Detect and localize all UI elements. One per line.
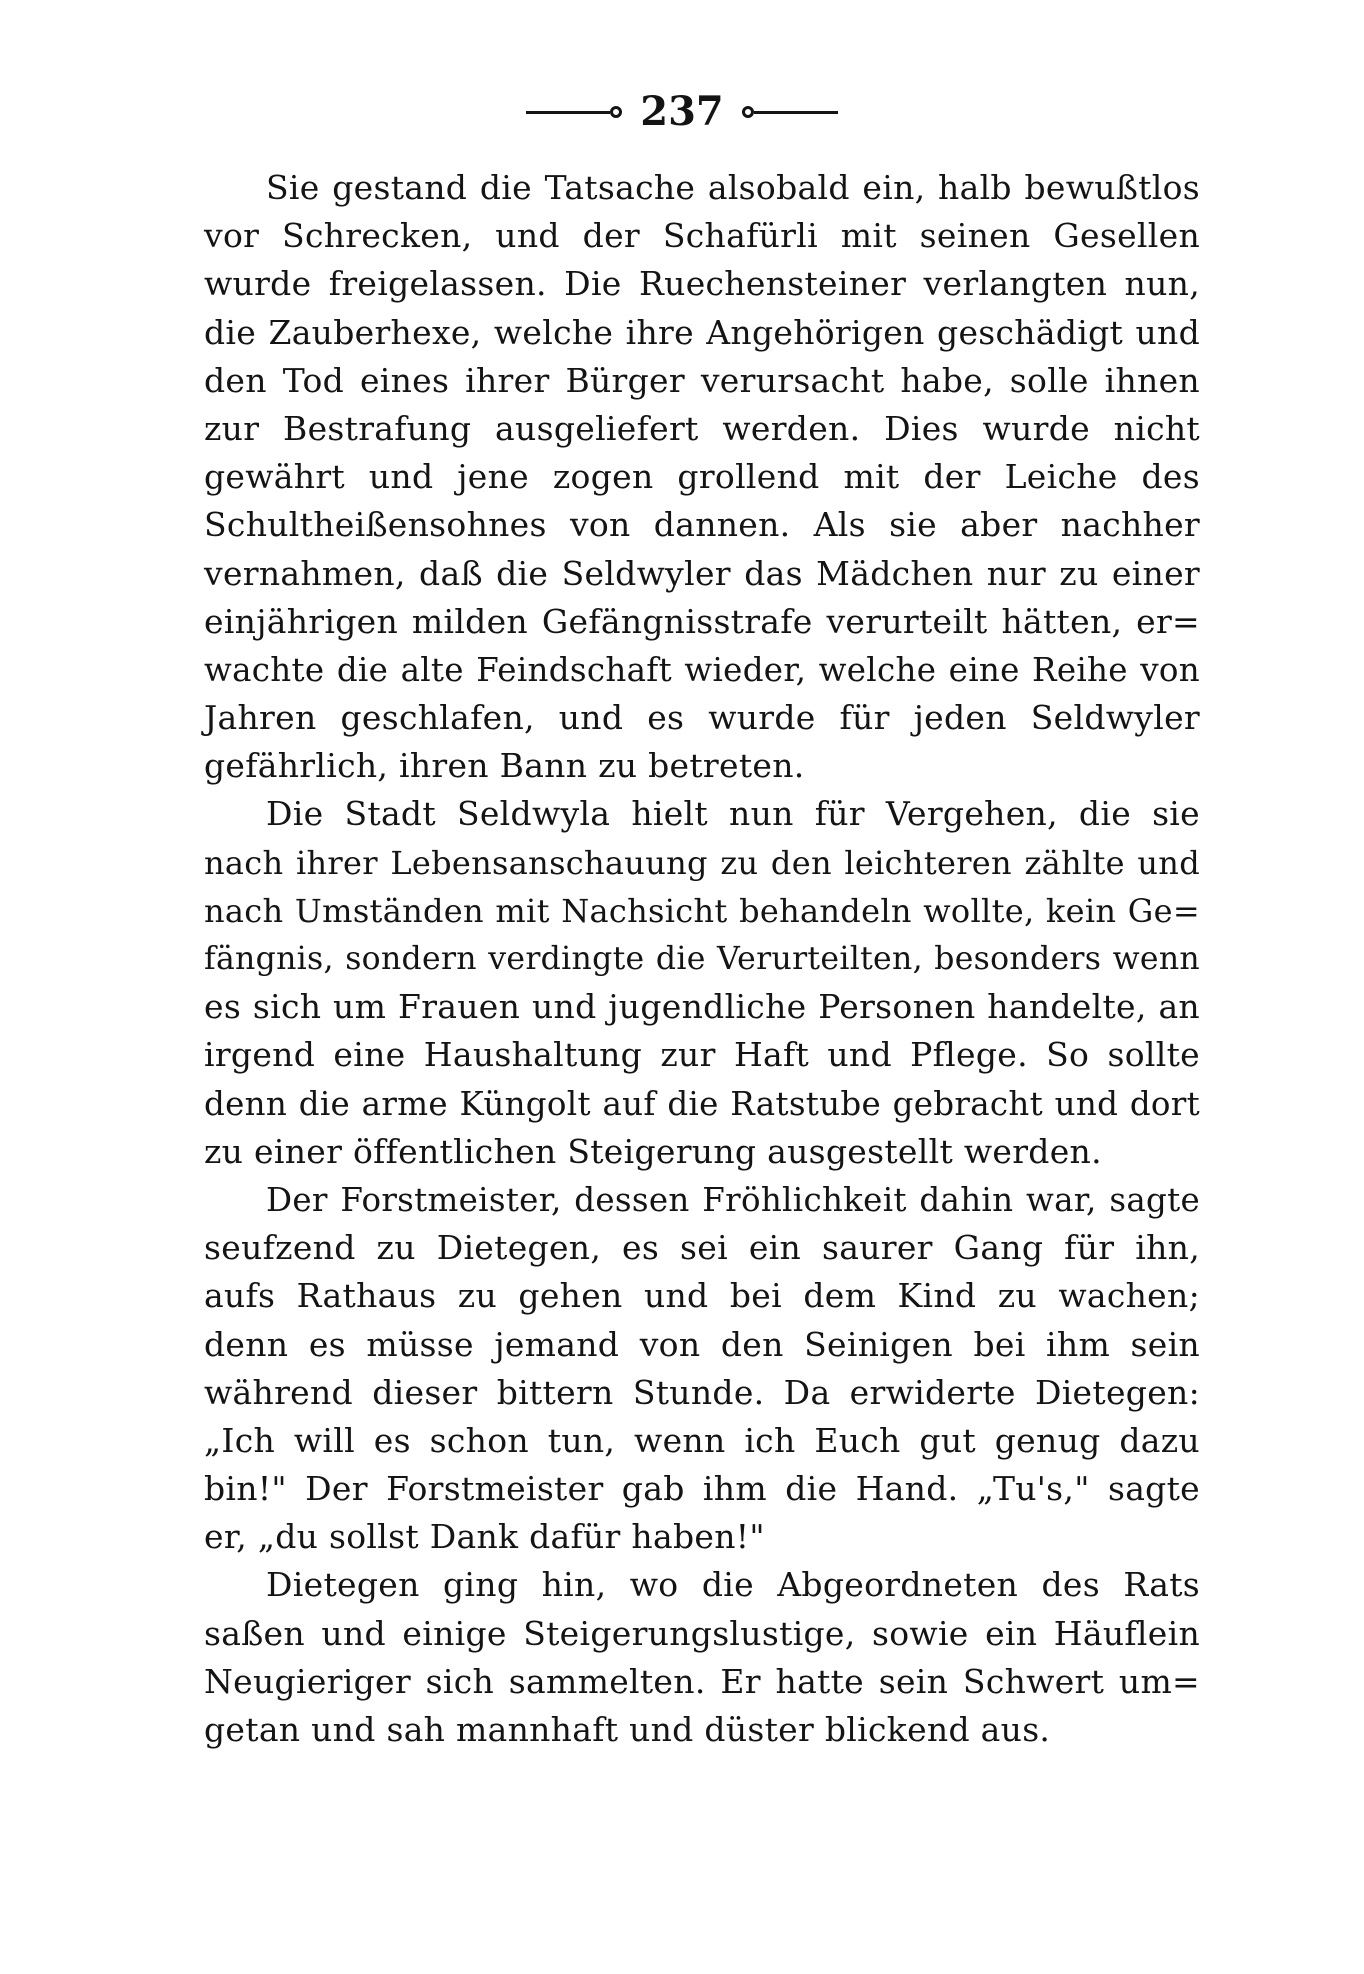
text-line: er, „du sollst Dank dafür haben!" (204, 1517, 765, 1557)
text-line: vor Schrecken, und der Schafürli mit seinen Gesellen (204, 216, 1200, 256)
text-line: vernahmen, daß die Seldwyler das Mädchen nur zu einer (204, 553, 1200, 593)
text-line: einjährigen milden Gefängnisstrafe verurteilt hätten, er= (204, 601, 1200, 641)
right-ornament (742, 102, 838, 122)
text-line: Der Forstmeister, dessen Fröhlichkeit dahin war, sagte (266, 1180, 1200, 1219)
text-line: aufs Rathaus zu gehen und bei dem Kind zu wachen; (204, 1276, 1200, 1316)
text-line: saßen und einige Steigerungslustige, sowie ein Häuflein (204, 1613, 1200, 1653)
text-line: Dietegen ging hin, wo die Abgeordneten des Rats (266, 1565, 1200, 1605)
text-line: gefährlich, ihren Bann zu betreten. (204, 746, 805, 786)
text-line: während dieser bittern Stunde. Da erwiderte Dietegen: (204, 1372, 1200, 1412)
paragraph (204, 790, 1200, 1176)
text-line: „Ich will es schon tun, wenn ich Euch gut genug dazu (204, 1420, 1200, 1460)
text-line: Neugieriger sich sammelten. Er hatte sein Schwert um= (204, 1661, 1200, 1701)
page-number: 237 (640, 88, 724, 135)
left-ornament (526, 102, 622, 122)
text-line: zur Bestrafung ausgeliefert werden. Dies wurde nicht (204, 408, 1200, 448)
text-line: getan und sah mannhaft und düster blickend aus. (204, 1710, 1051, 1749)
text-line: nach ihrer Lebensanschauung zu den leichteren zählte und (204, 843, 1200, 882)
text-line: denn die arme Küngolt auf die Ratstube gebracht und dort (204, 1084, 1200, 1123)
text-line: Die Stadt Seldwyla hielt nun für Vergehen, die sie (266, 794, 1200, 834)
text-line: Jahren geschlafen, und es wurde für jeden Seldwyler (204, 698, 1200, 738)
text-line: seufzend zu Dietegen, es sei ein saurer Gang für ihn, (204, 1228, 1200, 1268)
paragraph (204, 1561, 1200, 1754)
text-line: Sie gestand die Tatsache alsobald ein, halb bewußtlos (266, 168, 1200, 207)
text-line: die Zauberhexe, welche ihre Angehörigen geschädigt und (204, 312, 1200, 352)
text-line: denn es müsse jemand von den Seinigen bei ihm sein (204, 1324, 1200, 1364)
text-line: bin!" Der Forstmeister gab ihm die Hand. „Tu's," sagte (204, 1469, 1200, 1509)
text-line: wachte die alte Feindschaft wieder, welche eine Reihe von (204, 650, 1200, 689)
page-header (0, 88, 1364, 135)
text-line: Schultheißensohnes von dannen. Als sie aber nachher (204, 505, 1200, 545)
text-line: es sich um Frauen und jugendliche Personen handelte, an (204, 987, 1200, 1027)
text-line: den Tod eines ihrer Bürger verursacht habe, solle ihnen (204, 360, 1200, 400)
text-line: gewährt und jene zogen grollend mit der Leiche des (204, 457, 1200, 497)
body-text (204, 164, 1200, 1754)
text-line: irgend eine Haushaltung zur Haft und Pflege. So sollte (204, 1035, 1200, 1075)
paragraph (204, 164, 1200, 790)
text-line: wurde freigelassen. Die Ruechensteiner verlangten nun, (204, 264, 1200, 304)
paragraph (204, 1176, 1200, 1562)
text-line: fängnis, sondern verdingte die Verurteilten, besonders wenn (204, 941, 1200, 977)
text-line: nach Umständen mit Nachsicht behandeln wollte, kein Ge= (204, 891, 1200, 930)
text-line: zu einer öffentlichen Steigerung ausgestellt werden. (204, 1131, 1102, 1171)
